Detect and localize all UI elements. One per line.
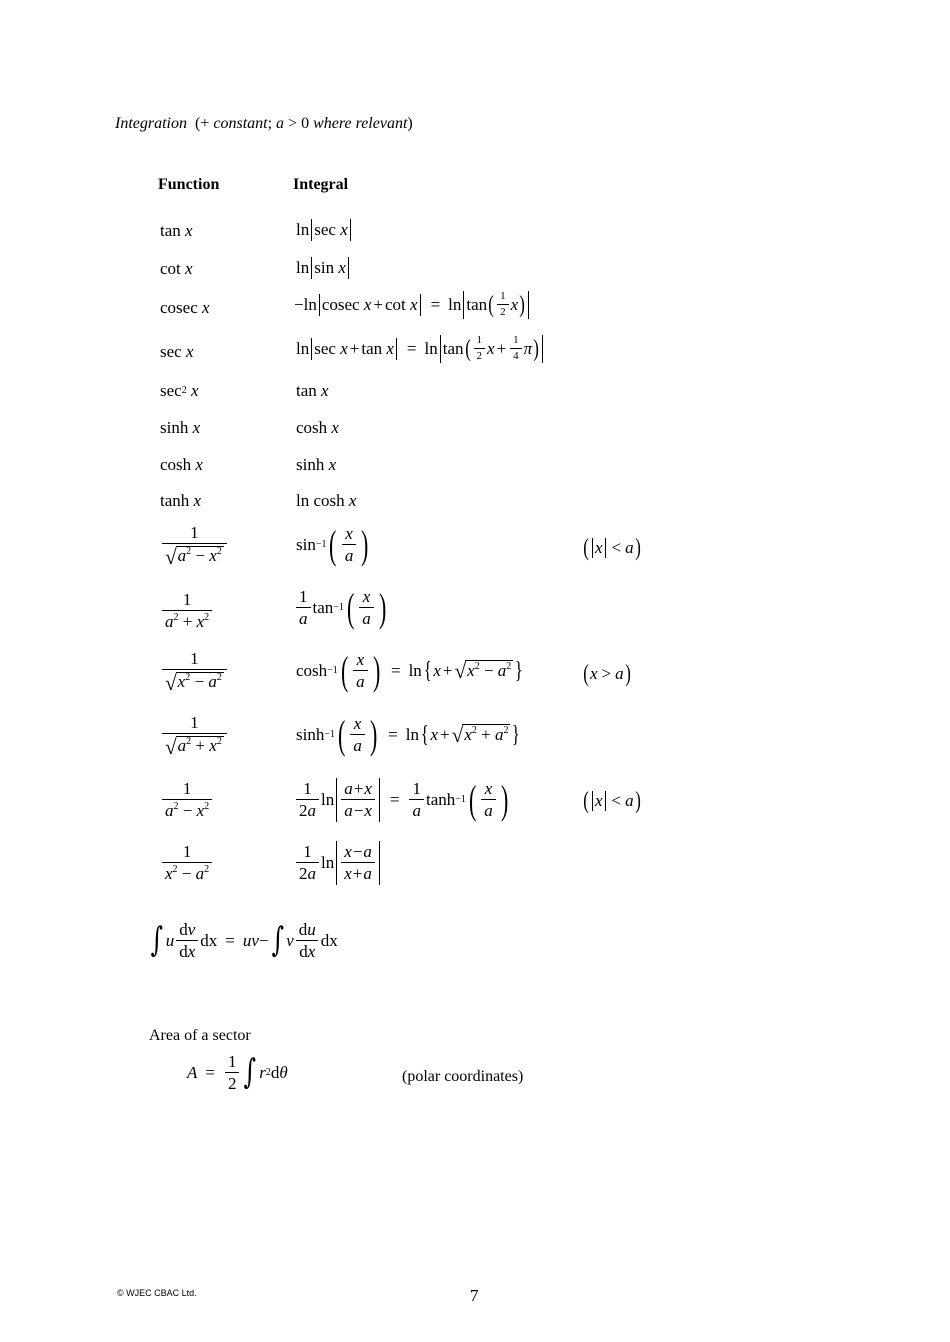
integral-arccosh: cosh −1 ( $\frac{x}{a}$ ) = ln { x + √ $x^2 - a^2$ }: [296, 648, 524, 693]
function-inv-sqrt-a2-plus-x2: 1 √ $a^2 + x^2$: [160, 714, 229, 757]
condition-x-gt-a: ( x > a ): [583, 661, 631, 687]
integral-cot: ln sin x: [296, 257, 351, 279]
function-inv-sqrt-a2-minus-x2: 1 √ $a^2 - x^2$: [160, 524, 229, 567]
function-sec-squared: sec 2 x: [160, 381, 199, 400]
page-number: 7: [470, 1286, 479, 1305]
column-header-integral: Integral: [293, 176, 349, 193]
integral-tanh: ln cosh x: [296, 491, 357, 510]
integral-cosh: sinh x: [296, 455, 337, 474]
integral-tan: ln sec x: [296, 219, 353, 241]
function-cot: cot x: [160, 259, 193, 278]
function-inv-a2-plus-x2: $\frac{1}{a^2 + x^2}$: [160, 591, 214, 631]
integral-artanh: $\frac{1}{2a}$ ln $\frac{a+x}{a-x}$ = $\frac{1}{a}$ tanh −1 ( $\frac{x}{a}$ ): [294, 778, 511, 822]
integral-arcsin: sin −1 ( $\frac{x}{a}$ ): [296, 522, 369, 567]
integral-sinh: cosh x: [296, 418, 339, 437]
integral-log-ratio: $\frac{1}{2a}$ ln $\frac{x-a}{x+a}$: [294, 841, 382, 885]
column-header-function: Function: [158, 176, 220, 193]
function-inv-a2-minus-x2: $\frac{1}{a^2 - x^2}$: [160, 780, 214, 820]
function-tanh: tanh x: [160, 491, 202, 510]
function-inv-sqrt-x2-minus-a2: 1 √ $x^2 - a^2$: [160, 650, 229, 693]
sector-area-label: Area of a sector: [149, 1027, 251, 1044]
function-inv-x2-minus-a2: $\frac{1}{x^2 - a^2}$: [160, 843, 214, 883]
integral-sec: ln sec x + tan x = ln tan ( $\frac{1}{2}$ x + $\frac{1}{4}$ π ): [296, 335, 545, 363]
integral-arctan: $\frac{1}{a}$ tan −1 ( $\frac{x}{a}$ ): [294, 588, 389, 628]
integral-cosec: − ln cosec x + cot x = ln tan ( $\frac{1}{2}$ x ): [294, 291, 531, 319]
integral-arcsinh: sinh −1 ( $\frac{x}{a}$ ) = ln { x + √ $x^2 + a^2$ }: [296, 712, 521, 757]
copyright-footer: © WJEC CBAC Ltd.: [117, 1288, 197, 1298]
function-cosh: cosh x: [160, 455, 203, 474]
polar-coordinates-note: (polar coordinates): [402, 1068, 524, 1085]
integral-sec-squared: tan x: [296, 381, 329, 400]
integration-by-parts-formula: ∫ u $\frac{dv}{dx}$ dx = uv − ∫ v $\frac{du}{dx}$ dx: [150, 919, 338, 961]
function-sec: sec x: [160, 342, 194, 361]
function-tan: tan x: [160, 221, 193, 240]
function-cosec: cosec x: [160, 298, 210, 317]
condition-abs-x-lt-a-2: ( x < a ): [583, 788, 641, 814]
sector-area-formula: A = $\frac{1}{2}$ ∫ r 2 d θ: [187, 1051, 288, 1093]
function-sinh: sinh x: [160, 418, 201, 437]
condition-abs-x-lt-a: ( x < a ): [583, 535, 641, 561]
section-heading: Integration (+ constant; a > 0 where relevant): [115, 115, 413, 132]
